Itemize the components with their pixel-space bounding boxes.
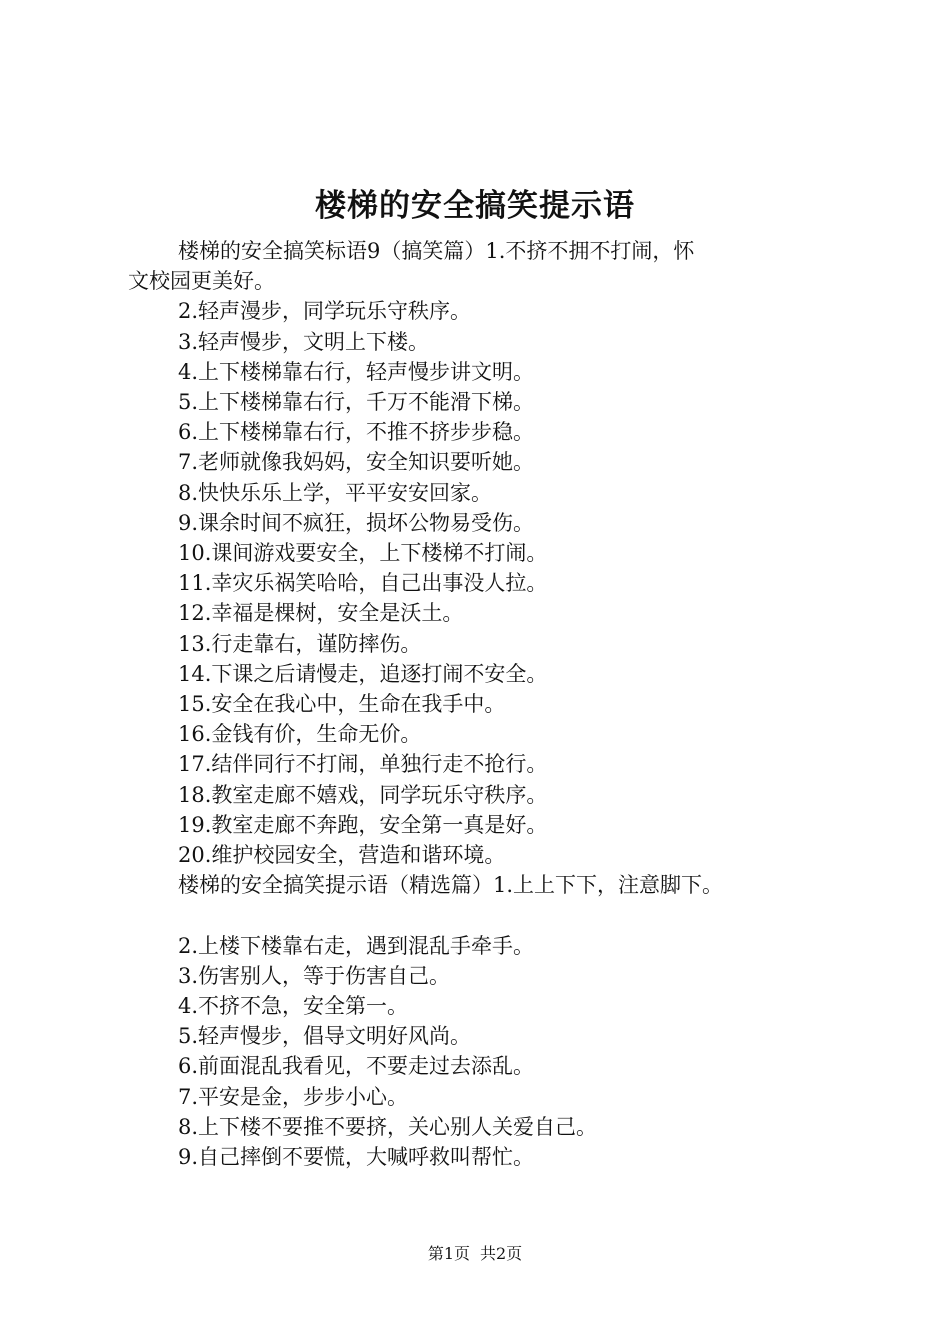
list-item: 12.幸福是棵树，安全是沃土。	[178, 601, 464, 626]
list-item: 6.上下楼梯靠右行，不推不挤步步稳。	[178, 420, 535, 445]
list-item: 6.前面混乱我看见，不要走过去添乱。	[178, 1054, 535, 1079]
document-title: 楼梯的安全搞笑提示语	[315, 188, 635, 224]
list-item: 2.轻声漫步，同学玩乐守秩序。	[178, 299, 472, 324]
section-heading: 楼梯的安全搞笑提示语（精选篇）1.上上下下，注意脚下。	[178, 873, 724, 898]
intro-line-1: 楼梯的安全搞笑标语9（搞笑篇）1.不挤不拥不打闹，怀	[178, 239, 695, 263]
list-item: 9.课余时间不疯狂，损坏公物易受伤。	[178, 510, 535, 535]
list-item: 8.快快乐乐上学，平平安安回家。	[178, 480, 493, 505]
list-item: 16.金钱有价，生命无价。	[178, 722, 422, 747]
list-item: 14.下课之后请慢走，追逐打闹不安全。	[178, 661, 548, 686]
list-item: 3.伤害别人，等于伤害自己。	[178, 963, 451, 988]
list-item: 11.幸灾乐祸笑哈哈，自己出事没人拉。	[178, 571, 548, 596]
list-item: 8.上下楼不要推不要挤，关心别人关爱自己。	[178, 1114, 598, 1139]
list-item: 2.上楼下楼靠右走，遇到混乱手牵手。	[178, 933, 535, 958]
document-body	[128, 236, 840, 1172]
list-item: 20.维护校园安全，营造和谐环境。	[178, 843, 506, 868]
list-item: 5.上下楼梯靠右行，千万不能滑下梯。	[178, 390, 535, 415]
list-item: 4.不挤不急，安全第一。	[178, 994, 409, 1019]
list-item: 17.结伴同行不打闹，单独行走不抢行。	[178, 752, 548, 777]
list-item: 4.上下楼梯靠右行，轻声慢步讲文明。	[178, 359, 535, 384]
list-item: 7.老师就像我妈妈，安全知识要听她。	[178, 450, 535, 475]
list-item: 19.教室走廊不奔跑，安全第一真是好。	[178, 812, 548, 837]
list-item: 18.教室走廊不嬉戏，同学玩乐守秩序。	[178, 782, 548, 807]
list-item: 3.轻声慢步，文明上下楼。	[178, 329, 430, 354]
list-item: 7.平安是金，步步小心。	[178, 1084, 409, 1109]
paragraph-spacer	[128, 900, 840, 930]
list-item: 10.课间游戏要安全，上下楼梯不打闹。	[178, 541, 548, 566]
list-item: 9.自己摔倒不要慌，大喊呼救叫帮忙。	[178, 1145, 535, 1170]
page-number: 第1页	[427, 1244, 470, 1263]
page-footer	[0, 1242, 950, 1266]
page-total: 共2页	[480, 1244, 523, 1263]
list-item: 15.安全在我心中，生命在我手中。	[178, 692, 506, 717]
list-item: 5.轻声慢步，倡导文明好风尚。	[178, 1024, 472, 1049]
intro-line-2: 文校园更美好。	[128, 269, 275, 294]
list-item: 13.行走靠右，谨防摔伤。	[178, 631, 422, 656]
